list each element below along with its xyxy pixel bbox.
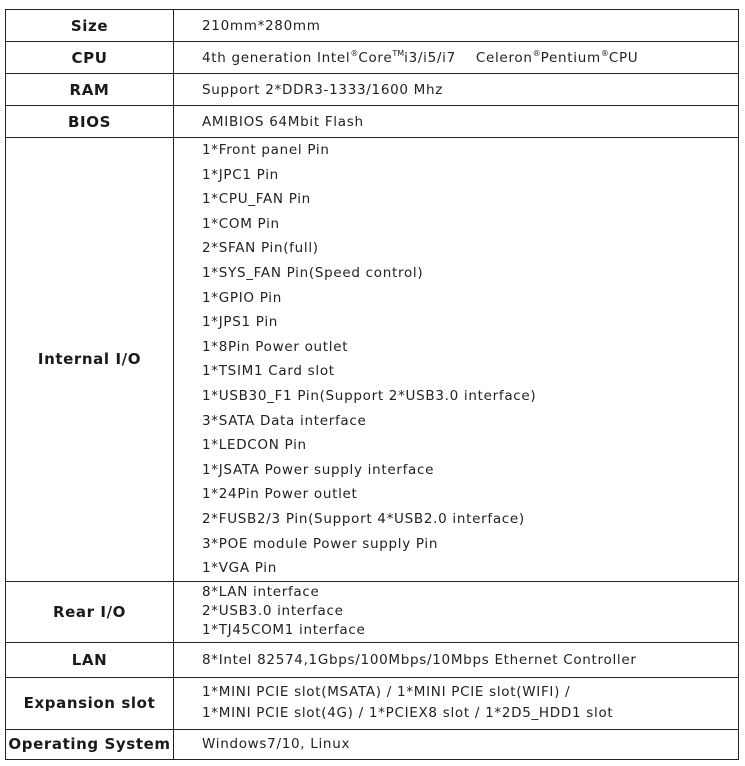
row-expansion-slot [6,677,739,729]
trademark-mark: TM [392,49,405,58]
value-rear-io [174,581,739,642]
list-item: 1*SYS_FAN Pin(Speed control) [202,264,424,281]
label-size: Size [6,10,174,42]
list-item: 2*FUSB2/3 Pin(Support 4*USB2.0 interface) [202,510,525,527]
expansion-line: 1*MINI PCIE slot(4G) / 1*PCIEX8 slot / 1*2D5_HDD1 slot [202,705,614,722]
expansion-line: 1*MINI PCIE slot(MSATA) / 1*MINI PCIE slot(WIFI) / [202,684,571,701]
list-item: 1*USB30_F1 Pin(Support 2*USB3.0 interface) [202,387,537,404]
cpu-pentium: Pentium [540,50,601,66]
value-size: 210mm*280mm [174,10,739,42]
row-internal-io [6,138,739,582]
row-size [6,10,739,42]
label-expansion-slot: Expansion slot [6,677,174,729]
row-cpu [6,42,739,74]
cpu-suffix: CPU [608,50,639,66]
list-item: 2*SFAN Pin(full) [202,240,319,257]
list-item: 1*Front panel Pin [202,142,330,158]
list-item: 8*LAN interface [202,584,320,601]
value-operating-system: Windows7/10, Linux [174,729,739,759]
list-item: 1*VGA Pin [202,560,278,577]
value-lan: 8*Intel 82574,1Gbps/100Mbps/10Mbps Ethernet Controller [174,642,739,677]
list-item: 1*COM Pin [202,215,280,232]
cpu-core: Core [358,50,393,66]
list-item: 1*GPIO Pin [202,289,282,306]
registered-mark: ® [350,49,359,58]
registered-mark: ® [600,49,609,58]
label-bios: BIOS [6,106,174,138]
row-operating-system [6,729,739,759]
row-rear-io [6,581,739,642]
list-item: 3*POE module Power supply Pin [202,535,439,552]
label-internal-io: Internal I/O [6,138,174,582]
list-item: 1*TJ45COM1 interface [202,622,366,639]
row-ram [6,74,739,106]
cpu-mid: i3/i5/i7 Celeron [404,50,533,66]
list-item: 1*CPU_FAN Pin [202,191,311,208]
value-internal-io [174,138,739,582]
list-item: 1*JPS1 Pin [202,314,279,331]
value-ram: Support 2*DDR3-1333/1600 Mhz [174,74,739,106]
label-operating-system: Operating System [6,729,174,759]
row-bios [6,106,739,138]
value-expansion-slot [174,677,739,729]
list-item: 3*SATA Data interface [202,412,367,429]
list-item: 2*USB3.0 interface [202,603,344,620]
list-item: 1*LEDCON Pin [202,437,307,454]
label-ram: RAM [6,74,174,106]
registered-mark: ® [532,49,541,58]
label-lan: LAN [6,642,174,677]
cpu-prefix: 4th generation Intel [202,50,351,66]
value-cpu [174,42,739,74]
list-item: 1*TSIM1 Card slot [202,363,335,380]
value-bios: AMIBIOS 64Mbit Flash [174,106,739,138]
label-cpu: CPU [6,42,174,74]
label-rear-io: Rear I/O [6,581,174,642]
list-item: 1*JSATA Power supply interface [202,461,435,478]
list-item: 1*8Pin Power outlet [202,338,349,355]
list-item: 1*JPC1 Pin [202,166,279,183]
row-lan [6,642,739,677]
list-item: 1*24Pin Power outlet [202,486,358,503]
spec-table [5,9,739,760]
